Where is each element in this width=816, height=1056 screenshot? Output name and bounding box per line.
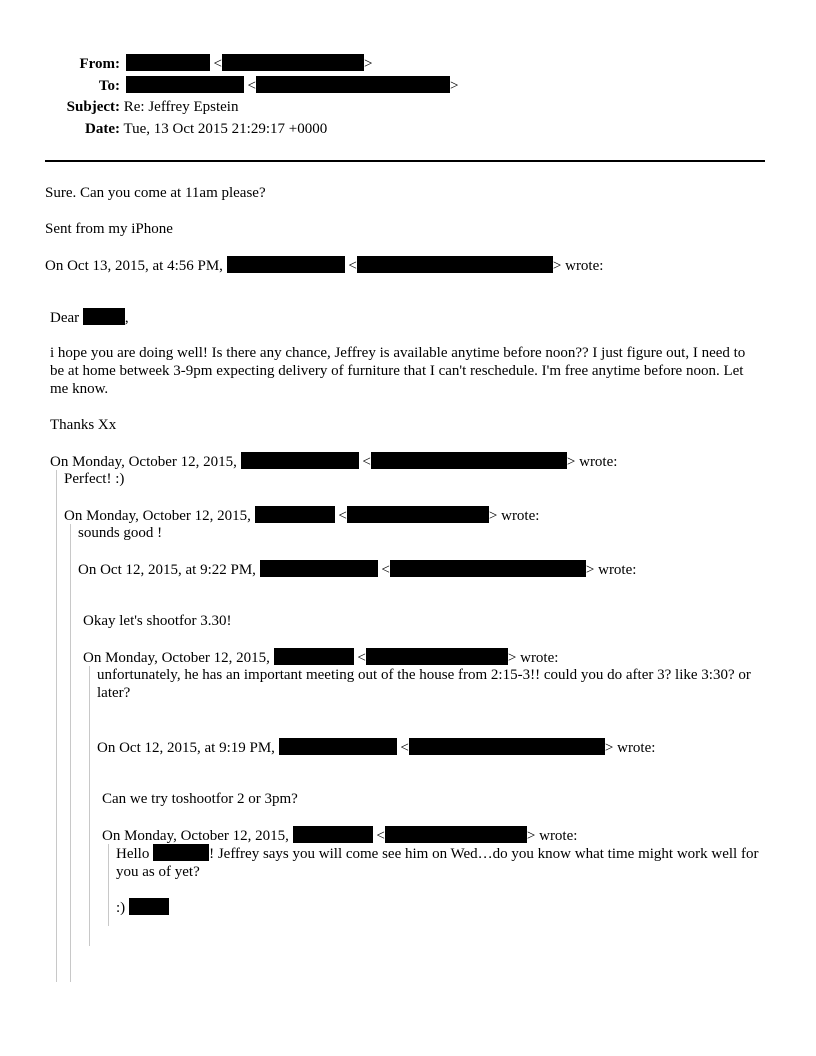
unfortunately-paragraph: unfortunately, he has an important meeting out of the house from 2:15-3!! could you do after 3? like 3:30? or later?	[97, 667, 751, 701]
attribution-5	[83, 648, 558, 667]
angle-close: >	[604, 740, 614, 756]
wrote-text: wrote:	[579, 454, 618, 470]
redacted-name	[279, 738, 397, 755]
attribution-text: On Oct 12, 2015, at 9:22 PM,	[78, 562, 256, 578]
angle-close: >	[566, 454, 576, 470]
from-row	[40, 54, 372, 73]
okay-line: Okay let's shootfor 3.30!	[83, 613, 232, 629]
smile-sign-off	[116, 898, 169, 917]
wrote-text: wrote:	[501, 508, 540, 524]
date-row	[40, 120, 327, 138]
quote-bar-level-4	[108, 844, 109, 926]
redacted-name	[274, 648, 354, 665]
message-paragraph: i hope you are doing well! Is there any chance, Jeffrey is available anytime before noon?? I just figure out, I need to be at home betweek 3-9pm expecting delivery of furniture that I can't reschedule. I'm free anytime before noon. Let me know.	[50, 345, 746, 397]
angle-open: <	[357, 650, 366, 666]
redacted-email	[347, 506, 489, 523]
attribution-2	[50, 452, 617, 471]
sounds-good-line: sounds good !	[78, 525, 163, 541]
redacted-email	[357, 256, 553, 273]
angle-close: >	[585, 562, 595, 578]
redacted-name	[227, 256, 345, 273]
redacted-name	[255, 506, 335, 523]
redacted-name	[241, 452, 359, 469]
angle-close: >	[363, 56, 373, 72]
angle-close: >	[507, 650, 517, 666]
angle-open: <	[362, 454, 371, 470]
angle-open: <	[247, 78, 256, 94]
attribution-text: On Monday, October 12, 2015,	[102, 828, 289, 844]
angle-open: <	[338, 508, 347, 524]
redacted-email	[371, 452, 567, 469]
dear-text: Dear	[50, 310, 80, 326]
wrote-text: wrote:	[617, 740, 656, 756]
wrote-text: wrote:	[539, 828, 578, 844]
attribution-4	[78, 560, 636, 579]
to-label: To:	[98, 78, 120, 94]
angle-close: >	[552, 258, 562, 274]
comma: ,	[124, 310, 129, 326]
redacted-sender-name	[126, 54, 210, 71]
angle-open: <	[213, 56, 222, 72]
redacted-sender-initial	[129, 898, 169, 915]
redacted-email	[409, 738, 605, 755]
redacted-name	[293, 826, 373, 843]
subject-label: Subject:	[66, 99, 120, 115]
angle-close: >	[488, 508, 498, 524]
hello-text: Hello	[116, 846, 150, 862]
attribution-text: On Oct 12, 2015, at 9:19 PM,	[97, 740, 275, 756]
hello-rest-text: ! Jeffrey says you will come see him on Wed…do you know what time might work well for you as of yet?	[116, 846, 759, 880]
redacted-email	[390, 560, 586, 577]
reply-line: Sure. Can you come at 11am please?	[45, 185, 266, 201]
redacted-email	[366, 648, 508, 665]
quote-bar-level-1	[56, 470, 57, 982]
redacted-recipient-email	[256, 76, 450, 93]
attribution-1	[45, 256, 603, 275]
smile-text: :)	[116, 900, 126, 916]
perfect-line: Perfect! :)	[64, 471, 125, 487]
attribution-text: On Monday, October 12, 2015,	[83, 650, 270, 666]
date-label: Date:	[85, 121, 120, 137]
attribution-text: On Monday, October 12, 2015,	[50, 454, 237, 470]
quote-bar-level-2	[70, 524, 71, 982]
angle-open: <	[381, 562, 390, 578]
redacted-recipient-name	[126, 76, 244, 93]
attribution-text: On Oct 13, 2015, at 4:56 PM,	[45, 258, 223, 274]
angle-open: <	[400, 740, 409, 756]
redacted-name	[260, 560, 378, 577]
wrote-text: wrote:	[565, 258, 604, 274]
wrote-text: wrote:	[598, 562, 637, 578]
redacted-email	[385, 826, 527, 843]
can-we-line: Can we try toshootfor 2 or 3pm?	[102, 791, 298, 807]
attribution-7	[102, 826, 577, 845]
subject-row	[40, 98, 238, 116]
to-row	[40, 76, 458, 95]
header-divider	[45, 160, 765, 162]
subject-value: Re: Jeffrey Epstein	[123, 99, 239, 115]
wrote-text: wrote:	[520, 650, 559, 666]
angle-close: >	[526, 828, 536, 844]
angle-close: >	[449, 78, 459, 94]
date-value: Tue, 13 Oct 2015 21:29:17 +0000	[123, 121, 328, 137]
dear-line	[50, 308, 129, 327]
hello-paragraph	[116, 844, 761, 881]
thanks-line: Thanks Xx	[50, 417, 117, 433]
attribution-6	[97, 738, 655, 757]
redacted-first-name	[83, 308, 125, 325]
attribution-3	[64, 506, 539, 525]
angle-open: <	[348, 258, 357, 274]
angle-open: <	[376, 828, 385, 844]
quote-bar-level-3	[89, 666, 90, 946]
signature: Sent from my iPhone	[45, 221, 173, 237]
redacted-sender-email	[222, 54, 364, 71]
redacted-first-name	[153, 844, 209, 861]
from-label: From:	[79, 56, 120, 72]
attribution-text: On Monday, October 12, 2015,	[64, 508, 251, 524]
